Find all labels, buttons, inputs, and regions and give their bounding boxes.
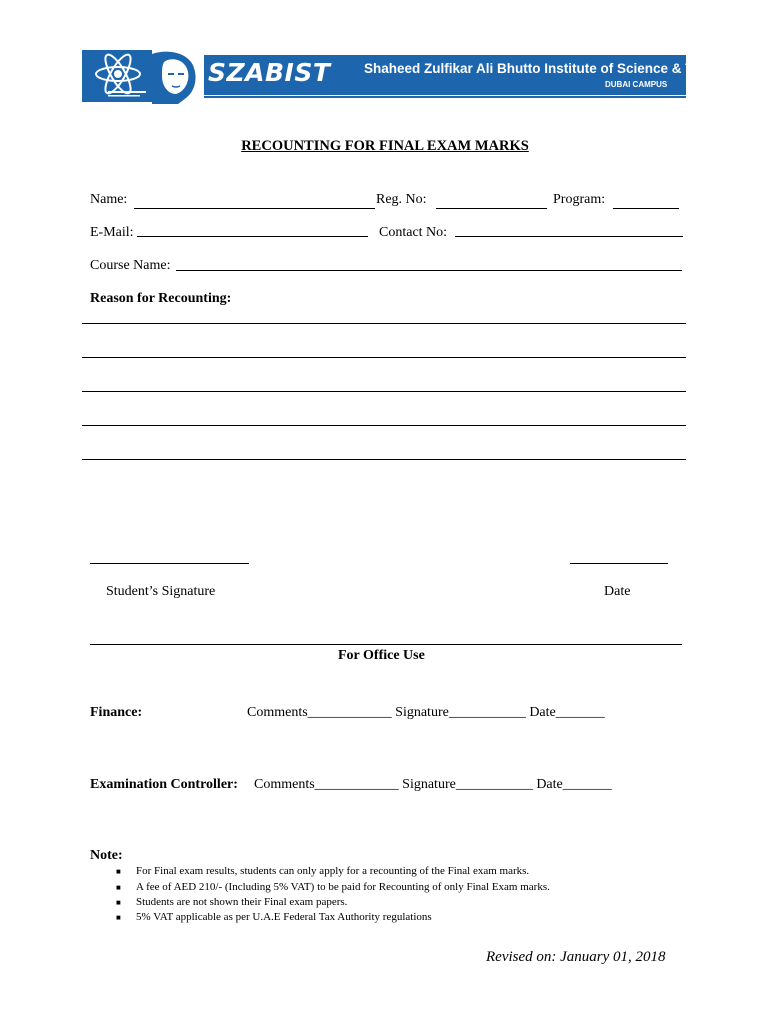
reason-line-2[interactable] <box>82 357 686 358</box>
reg-no-field[interactable] <box>436 208 547 209</box>
brand-name: SZABIST <box>208 58 331 87</box>
finance-fields[interactable]: Comments____________ Signature___________ Date_______ <box>247 705 605 720</box>
form-title: RECOUNTING FOR FINAL EXAM MARKS <box>241 138 529 154</box>
student-signature-line[interactable] <box>90 563 249 564</box>
bullet-icon: ■ <box>116 913 121 922</box>
office-divider <box>90 644 682 645</box>
institute-name: Shaheed Zulfikar Ali Bhutto Institute of Science & Technology <box>364 61 761 76</box>
date-line[interactable] <box>570 563 668 564</box>
email-field[interactable] <box>137 236 368 237</box>
note-item: A fee of AED 210/- (Including 5% VAT) to be paid for Recounting of only Final Exam marks. <box>136 881 550 893</box>
campus-name: DUBAI CAMPUS <box>605 80 668 89</box>
bullet-icon: ■ <box>116 898 121 907</box>
note-item: 5% VAT applicable as per U.A.E Federal Tax Authority regulations <box>136 911 432 923</box>
name-field[interactable] <box>134 208 375 209</box>
name-label: Name: <box>90 192 128 207</box>
note-item: For Final exam results, students can only apply for a recounting of the Final exam marks. <box>136 865 530 877</box>
reason-line-4[interactable] <box>82 425 686 426</box>
institute-logo <box>82 48 204 106</box>
note-item: Students are not shown their Final exam papers. <box>136 896 348 908</box>
revised-date: Revised on: January 01, 2018 <box>486 949 666 965</box>
course-name-field[interactable] <box>176 270 682 271</box>
contact-no-label: Contact No: <box>379 225 448 240</box>
email-label: E-Mail: <box>90 225 134 240</box>
note-label: Note: <box>90 848 123 863</box>
student-signature-label: Student’s Signature <box>106 584 216 599</box>
exam-controller-label: Examination Controller: <box>90 777 238 792</box>
bullet-icon: ■ <box>116 867 121 876</box>
reason-line-5[interactable] <box>82 459 686 460</box>
course-name-label: Course Name: <box>90 258 171 273</box>
program-label: Program: <box>553 192 606 207</box>
reason-label: Reason for Recounting: <box>90 291 232 306</box>
office-use-title: For Office Use <box>338 648 425 663</box>
reason-line-3[interactable] <box>82 391 686 392</box>
program-field[interactable] <box>613 208 679 209</box>
bullet-icon: ■ <box>116 883 121 892</box>
date-label: Date <box>604 584 631 599</box>
reg-no-label: Reg. No: <box>376 192 427 207</box>
exam-controller-fields[interactable]: Comments____________ Signature___________ Date_______ <box>254 777 612 792</box>
reason-line-1[interactable] <box>82 323 686 324</box>
contact-no-field[interactable] <box>455 236 683 237</box>
atom-portrait-logo-icon <box>82 48 204 106</box>
finance-label: Finance: <box>90 705 143 720</box>
